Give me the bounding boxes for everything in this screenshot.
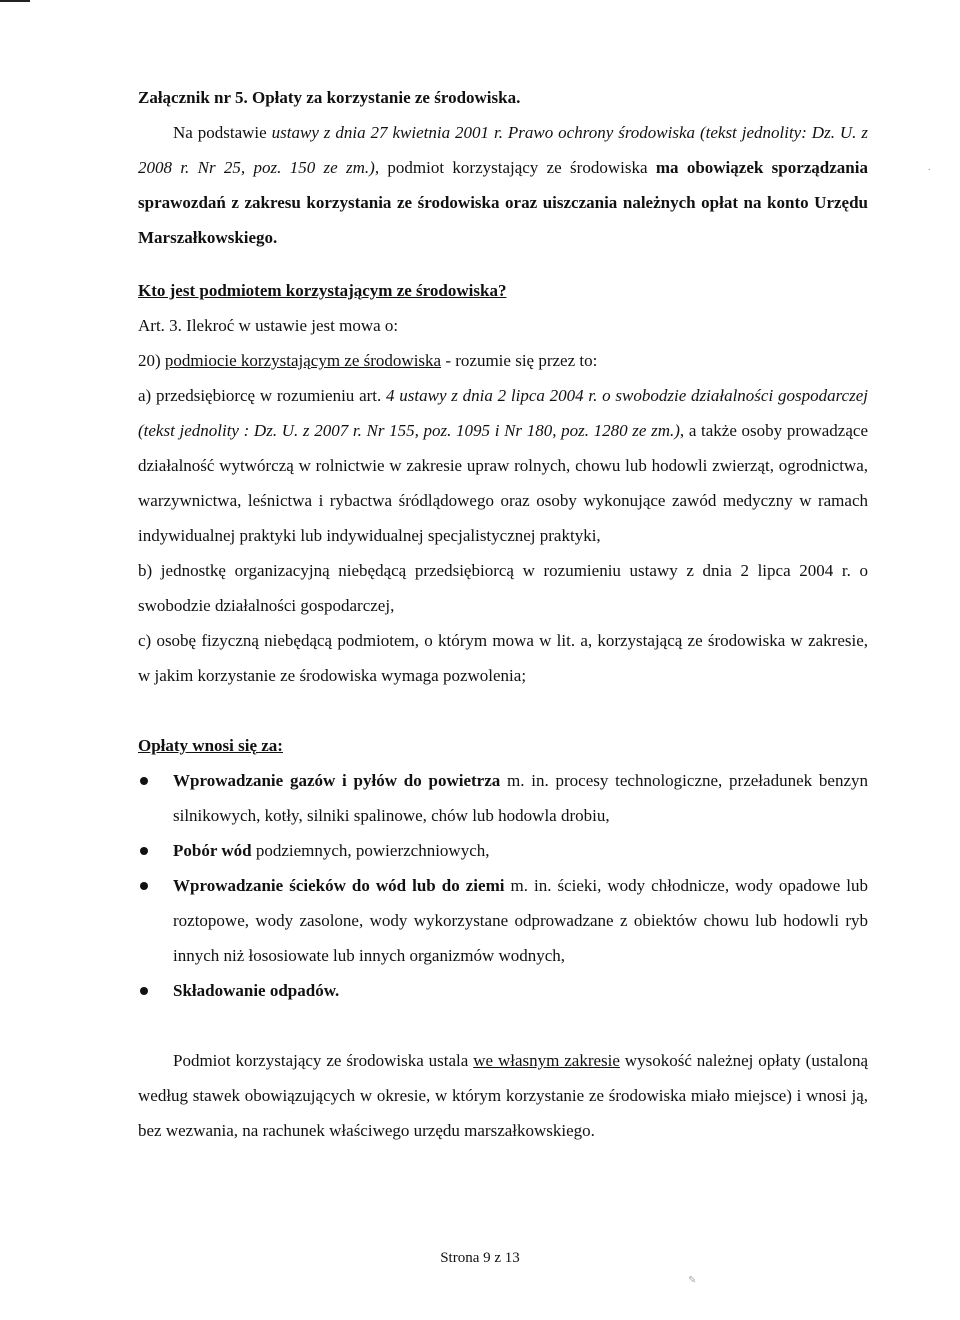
- fee-item-title: Pobór wód: [173, 841, 252, 860]
- document-body: [138, 80, 868, 1148]
- fee-item-title: Wprowadzanie ścieków do wód lub do ziemi: [173, 876, 505, 895]
- scan-edge-mark: [0, 0, 30, 2]
- annex-title: Załącznik nr 5. Opłaty za korzystanie ze środowiska.: [138, 88, 521, 107]
- point-b: b) jednostkę organizacyjną niebędącą przedsiębiorcą w rozumieniu ustawy z dnia 2 lipca 2004 r. o swobodzie działalności gospodarczej,: [138, 561, 868, 615]
- intro-text-2: , podmiot korzystający ze środowiska: [374, 158, 656, 177]
- definition-text: - rozumie się przez to:: [441, 351, 598, 370]
- intro-law-citation: ustawy z dnia 27 kwietnia 2001 r. Prawo ochrony środowiska (tekst jednolity: Dz. U. z 2008 r. Nr 25, poz. 150 ze zm.): [138, 123, 868, 177]
- definition-20: [138, 343, 868, 378]
- intro-obligation: ma obowiązek sporządzania sprawozdań z zakresu korzystania ze środowiska oraz uiszczania należnych opłat na konto Urzędu Marszałkowskiego.: [138, 158, 868, 247]
- list-item: [138, 833, 868, 868]
- fees-list: [138, 763, 868, 1008]
- list-item: [138, 868, 868, 973]
- who-heading: Kto jest podmiotem korzystającym ze środowiska?: [138, 281, 507, 300]
- point-a-text-2: , a także osoby prowadzące działalność wytwórczą w rolnictwie w zakresie upraw rolnych, chowu lub hodowli zwierząt, ogrodnictwa, warzywnictwa, leśnictwa i rybactwa śródlądowego oraz osoby wykonujące zawód medyczny w ramach indywidualnej praktyki lub indywidualnej specjalistycznej praktyki,: [138, 421, 868, 545]
- point-a: [138, 378, 868, 553]
- article-3: Art. 3. Ilekroć w ustawie jest mowa o:: [138, 316, 399, 335]
- bullet-icon: [140, 847, 148, 855]
- fee-item-title: Składowanie odpadów.: [173, 981, 340, 1000]
- scan-speck: .: [928, 162, 931, 173]
- closing-text-1: Podmiot korzystający ze środowiska ustala: [173, 1051, 474, 1070]
- bullet-icon: [140, 777, 148, 785]
- page-number: Strona 9 z 13: [440, 1250, 520, 1266]
- fee-item-text: m. in. procesy technologiczne, przeładunek benzyn silnikowych, kotły, silniki spalinowe, chów lub hodowla drobiu,: [173, 771, 868, 825]
- point-c: c) osobę fizyczną niebędącą podmiotem, o którym mowa w lit. a, korzystającą ze środowiska w zakresie, w jakim korzystanie ze środowiska wymaga pozwolenia;: [138, 631, 868, 685]
- fee-item-text: m. in. ścieki, wody chłodnicze, wody opadowe lub roztopowe, wody zasolone, wody wykorzystane odprowadzane z obiektów chowu lub hodowli ryb innych niż łososiowate lub innych organizmów wodnych,: [173, 876, 868, 965]
- intro-paragraph: [138, 115, 868, 255]
- intro-text-1: Na podstawie: [173, 123, 272, 142]
- bullet-icon: [140, 882, 148, 890]
- point-a-citation: 4 ustawy z dnia 2 lipca 2004 r. o swobodzie działalności gospodarczej (tekst jednolity : Dz. U. z 2007 r. Nr 155, poz. 1095 i Nr 180, poz. 1280 ze zm.): [138, 386, 868, 440]
- definition-number: 20): [138, 351, 165, 370]
- closing-emphasis: we własnym zakresie: [473, 1051, 620, 1070]
- fee-item-text: podziemnych, powierzchniowych,: [251, 841, 490, 860]
- fees-heading: Opłaty wnosi się za:: [138, 736, 283, 755]
- definition-term: podmiocie korzystającym ze środowiska: [164, 351, 442, 370]
- scan-speck: ✎: [688, 1275, 697, 1286]
- fee-item-title: Wprowadzanie gazów i pyłów do powietrza: [173, 771, 501, 790]
- list-item: [138, 763, 868, 833]
- point-a-text-1: a) przedsiębiorcę w rozumieniu art.: [138, 386, 387, 405]
- bullet-icon: [140, 987, 148, 995]
- list-item: [138, 973, 868, 1008]
- closing-paragraph: [138, 1043, 868, 1148]
- closing-text-2: wysokość należnej opłaty (ustaloną według stawek obowiązujących w okresie, w którym korzystanie ze środowiska miało miejsce) i wnosi ją, bez wezwania, na rachunek właściwego urzędu marszałkowskiego.: [138, 1051, 868, 1140]
